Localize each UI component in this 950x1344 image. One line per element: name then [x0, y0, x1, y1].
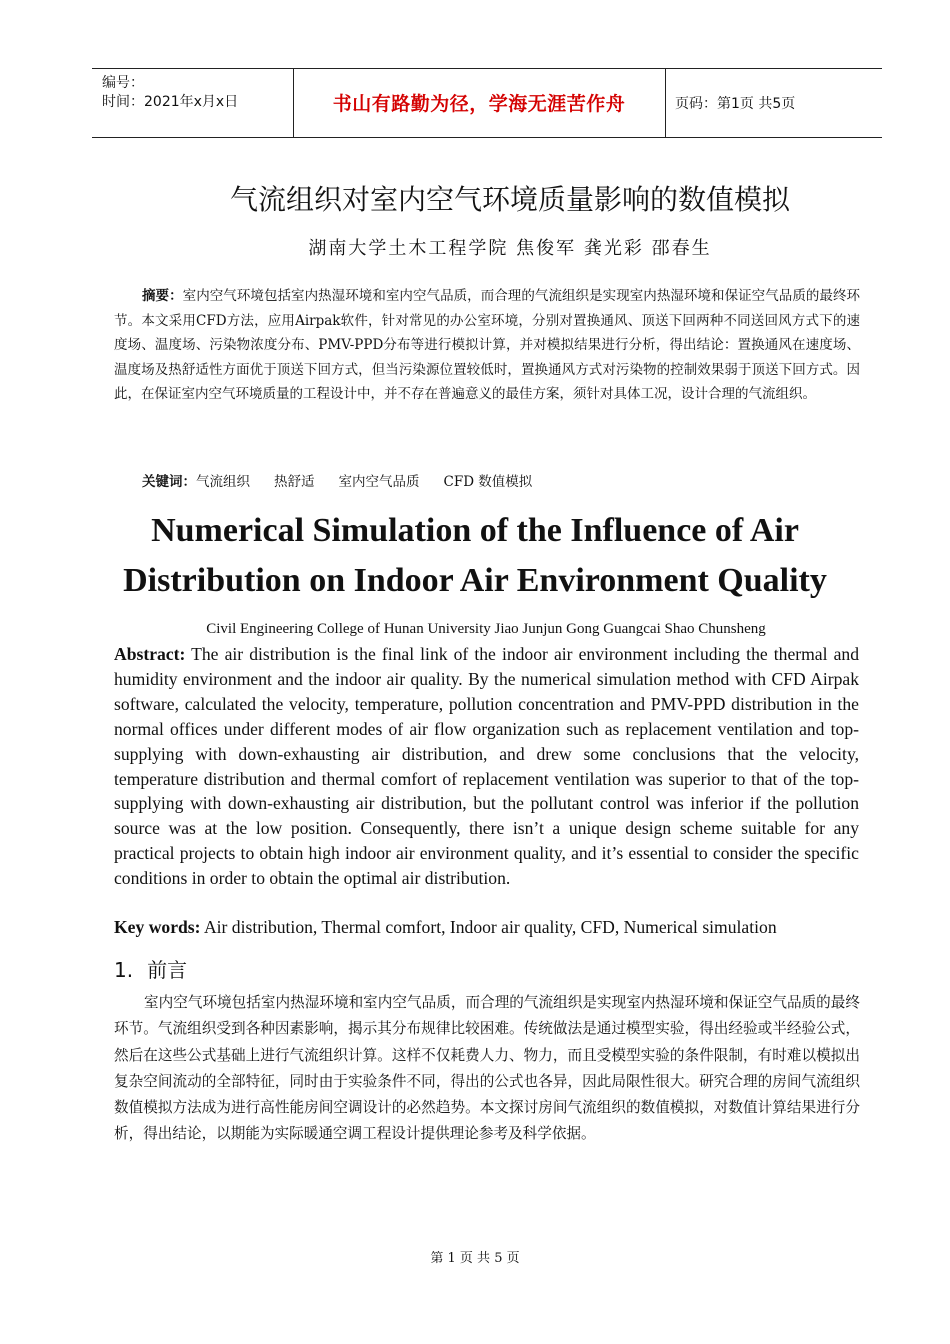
chinese-keywords: [142, 470, 556, 490]
english-abstract-text: The air distribution is the final link of the indoor air environment including the thermal and humidity environment and the indoor air quality. By the numerical simulation method with CFD Airpak software, calculated the velocity, temperature, pollution concentration and PMV-PPD distribution in the normal offices under different modes of air flow organization such as replacement ventilation and top-supplying with down-exhausting air distribution, and drew some conclusions that the velocity, temperature distribution and thermal comfort of replacement ventilation was superior to that of the top-supplying with down-exhausting air distribution, but the pollutant control was inferior if the pollution source was at the low position. Consequently, there isn’t a unique design scheme suitable for any practical projects to obtain high indoor air environment quality, and it’s essential to consider the specific conditions in order to obtain the optimal air distribution.: [114, 644, 859, 889]
english-keywords: [114, 915, 874, 940]
section-body: 室内空气环境包括室内热湿环境和室内空气品质，而合理的气流组织是实现室内热湿环境和保证空气品质的最终环节。气流组织受到各种因素影响，揭示其分布规律比较困难。传统做法是通过模型实验，得出经验或半经验公式，然后在这些公式基础上进行气流组织计算。这样不仅耗费人力、物力，而且受模型实验的条件限制，有时难以模拟出复杂空间流动的全部特征，同时由于实验条件不同，得出的公式也各异，因此局限性很大。研究合理的房间气流组织数值模拟方法成为进行高性能房间空调设计的必然趋势。本文探讨房间气流组织的数值模拟，对数值计算结果进行分析，得出结论，以期能为实际暖通空调工程设计提供理论参考及科学依据。: [114, 994, 860, 1143]
header-page-cell: [665, 69, 882, 137]
keyword-item: 热舒适: [274, 474, 315, 490]
chinese-title: 气流组织对室内空气环境质量影响的数值模拟: [229, 183, 790, 216]
chinese-abstract: [114, 284, 860, 407]
document-number-label: 编号：: [102, 75, 144, 91]
keyword-item: 气流组织: [196, 474, 250, 490]
chinese-abstract-label: 摘要：: [142, 288, 183, 304]
header-info-cell: [92, 69, 294, 137]
english-abstract: [114, 642, 859, 891]
section-number: 1.: [114, 958, 134, 982]
keyword-item: CFD 数值模拟: [443, 474, 533, 490]
section-title: 前言: [147, 958, 188, 982]
page-header: [92, 68, 882, 138]
chinese-abstract-text: 室内空气环境包括室内热湿环境和室内空气品质，而合理的气流组织是实现室内热湿环境和保证空气品质的最终环节。本文采用CFD方法，应用Airpak软件，针对常见的办公室环境，分别对置换通风、顶送下回两种不同送回风方式下的速度场、温度场、污染物浓度分布、PMV-PPD分布等进行模拟计算，并对模拟结果进行分析，得出结论：置换通风在速度场、温度场及热舒适性方面优于顶送下回方式，但当污染源位置较低时，置换通风方式对污染物的控制效果弱于顶送下回方式。因此，在保证室内空气环境质量的工程设计中，并不存在普遍意义的最佳方案，须针对具体工况，设计合理的气流组织。: [114, 288, 861, 403]
header-page-code: 页码：第1页 共5页: [675, 96, 796, 112]
keyword-item: 室内空气品质: [338, 474, 420, 490]
page-footer: 第 1 页 共 5 页: [430, 1251, 520, 1266]
header-motto-cell: [293, 69, 666, 137]
header-motto: 书山有路勤为径，学海无涯苦作舟: [332, 93, 626, 115]
chinese-authors: 湖南大学土木工程学院 焦俊军 龚光彩 邵春生: [308, 238, 712, 259]
english-keywords-text: Air distribution, Thermal comfort, Indoor air quality, CFD, Numerical simulation: [203, 917, 777, 937]
section-heading: [114, 954, 187, 983]
document-time-label: 时间：2021年x月x日: [102, 94, 239, 110]
english-abstract-label: Abstract:: [114, 644, 186, 664]
chinese-keywords-label: 关键词：: [142, 474, 196, 490]
english-keywords-label: Key words:: [114, 917, 201, 937]
english-authors: Civil Engineering College of Hunan University Jiao Junjun Gong Guangcai Shao Chunsheng: [206, 621, 766, 637]
english-title: Numerical Simulation of the Influence of Air Distribution on Indoor Air Environment Quality: [123, 512, 827, 599]
